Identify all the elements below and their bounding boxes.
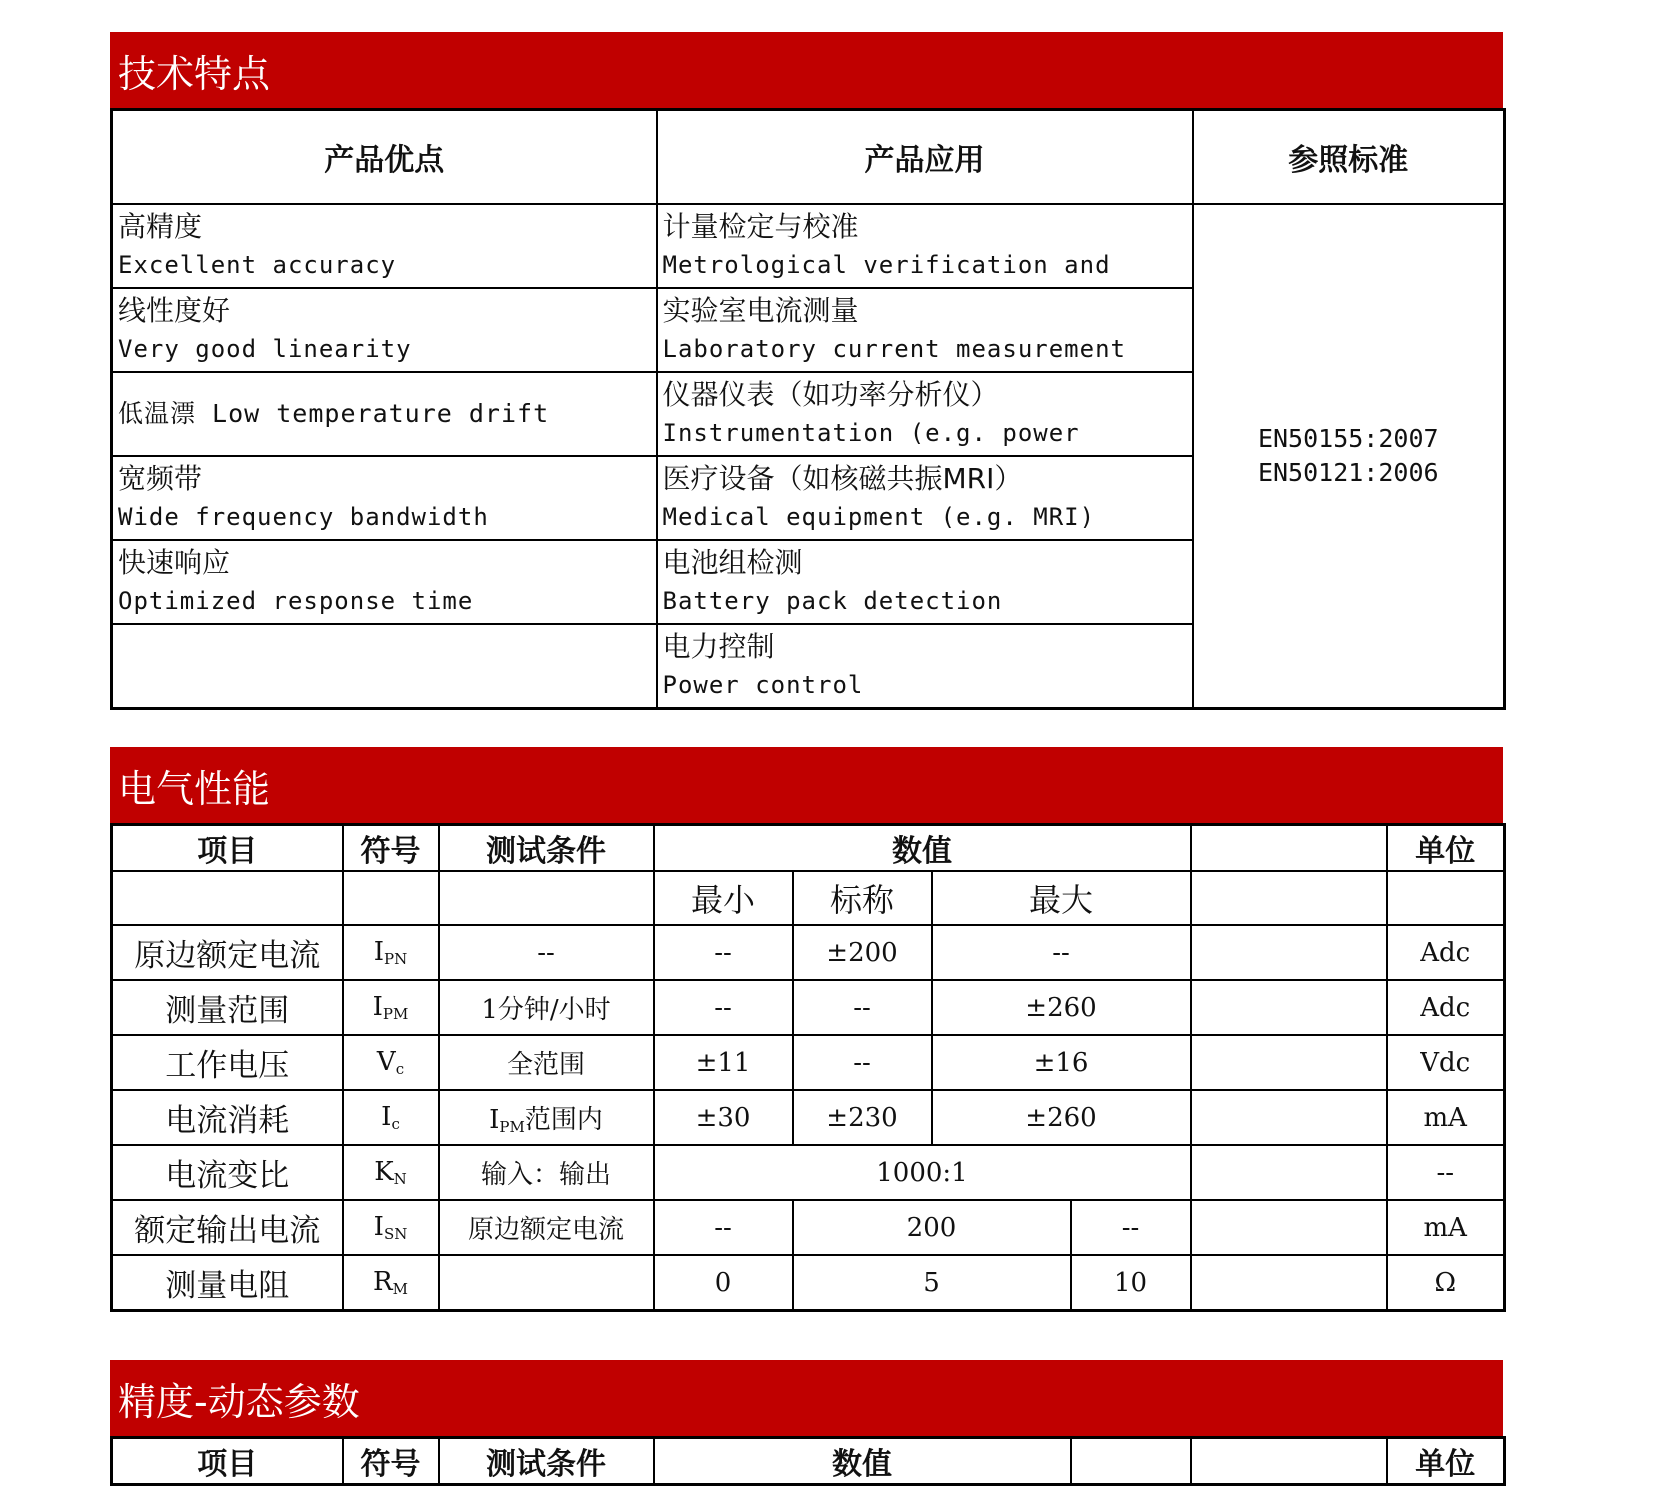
cond-rest: 范围内 [524, 1105, 603, 1135]
symbol-main: I [372, 992, 383, 1022]
application-en: Laboratory current measurement [662, 335, 1126, 363]
advantage-en: Wide frequency bandwidth [118, 503, 489, 531]
header-empty [1191, 1438, 1387, 1485]
table-row [112, 204, 1505, 288]
row-condition: 原边额定电流 [439, 1200, 654, 1255]
header-standards: 参照标准 [1193, 110, 1505, 205]
table-header-row [112, 110, 1505, 205]
empty-cell [1387, 871, 1505, 925]
row-min: ±11 [654, 1035, 793, 1090]
empty-cell [439, 871, 654, 925]
application-cell [657, 540, 1193, 624]
advantage-cn: 快速响应 [118, 546, 231, 579]
advantage-cell [112, 288, 657, 372]
table-header-row [112, 825, 1505, 872]
row-unit: Ω [1387, 1255, 1505, 1311]
row-symbol [343, 980, 439, 1035]
section-title: 电气性能 [118, 766, 271, 811]
row-typ: 200 [793, 1200, 1071, 1255]
row-condition: 1分钟/小时 [439, 980, 654, 1035]
row-item: 原边额定电流 [112, 925, 343, 980]
table-row [112, 1255, 1505, 1311]
advantage-inline: 低温漂 Low temperature drift [118, 399, 550, 428]
empty-cell [1191, 1145, 1387, 1200]
subheader-typ: 标称 [793, 871, 932, 925]
row-typ: -- [793, 1035, 932, 1090]
header-item: 项目 [112, 825, 343, 872]
row-max: ±16 [932, 1035, 1191, 1090]
row-symbol [343, 1255, 439, 1311]
symbol-main: K [374, 1157, 394, 1187]
empty-cell [1191, 1035, 1387, 1090]
row-condition: 全范围 [439, 1035, 654, 1090]
advantage-en: Excellent accuracy [118, 251, 397, 279]
header-value: 数值 [654, 825, 1191, 872]
row-min: -- [654, 1200, 793, 1255]
application-cell [657, 624, 1193, 708]
cond-sub: PM [499, 1118, 525, 1136]
section-title: 精度-动态参数 [118, 1379, 360, 1424]
application-cn: 电池组检测 [662, 546, 803, 579]
application-cn: 仪器仪表（如功率分析仪） [662, 378, 999, 411]
symbol-sub: PM [382, 1005, 409, 1023]
row-max: ±260 [932, 980, 1191, 1035]
symbol-main: I [373, 1212, 384, 1242]
standards-cell [1193, 204, 1505, 708]
subheader-min: 最小 [654, 871, 793, 925]
row-item: 额定输出电流 [112, 1200, 343, 1255]
table-row [112, 1200, 1505, 1255]
section-header-accuracy [110, 1360, 1503, 1436]
row-unit: Adc [1387, 925, 1505, 980]
header-empty [1191, 825, 1387, 872]
row-condition [439, 1255, 654, 1311]
row-typ: ±200 [793, 925, 932, 980]
symbol-sub: c [395, 1060, 405, 1078]
header-applications: 产品应用 [657, 110, 1193, 205]
application-cn: 电力控制 [662, 629, 775, 663]
header-symbol: 符号 [343, 1438, 439, 1485]
advantage-cell [112, 456, 657, 540]
header-condition: 测试条件 [439, 825, 654, 872]
row-max: -- [1071, 1200, 1191, 1255]
advantage-cell [112, 204, 657, 288]
table-row [112, 1090, 1505, 1145]
row-symbol [343, 1035, 439, 1090]
advantage-cn: 线性度好 [118, 294, 231, 327]
table-row [112, 1035, 1505, 1090]
advantage-cn: 高精度 [118, 210, 203, 243]
row-item: 测量范围 [112, 980, 343, 1035]
standard-item: EN50121:2006 [1257, 457, 1439, 487]
table-header-row [112, 1438, 1505, 1485]
header-symbol: 符号 [343, 825, 439, 872]
row-item: 工作电压 [112, 1035, 343, 1090]
header-value: 数值 [654, 1438, 1071, 1485]
row-unit: -- [1387, 1145, 1505, 1200]
row-condition: -- [439, 925, 654, 980]
symbol-sub: SN [383, 1225, 408, 1243]
application-cn: 医疗设备（如核磁共振MRI） [662, 462, 1023, 495]
row-min: 0 [654, 1255, 793, 1311]
empty-cell [1191, 1255, 1387, 1311]
row-value: 1000:1 [654, 1145, 1191, 1200]
electrical-table [110, 823, 1506, 1312]
row-min: ±30 [654, 1090, 793, 1145]
table-row [112, 980, 1505, 1035]
advantage-en: Very good linearity [118, 335, 412, 363]
row-min: -- [654, 925, 793, 980]
section-header-features [110, 32, 1503, 108]
standard-item: EN50155:2007 [1257, 423, 1439, 453]
symbol-main: V [376, 1047, 396, 1077]
advantage-cell [112, 540, 657, 624]
symbol-main: R [373, 1267, 393, 1297]
empty-cell [1191, 1200, 1387, 1255]
application-en: Metrological verification and [662, 251, 1111, 279]
row-condition: 输入：输出 [439, 1145, 654, 1200]
row-symbol [343, 1200, 439, 1255]
application-en: Medical equipment (e.g. MRI) [662, 503, 1096, 531]
application-cell [657, 372, 1193, 456]
row-unit: mA [1387, 1200, 1505, 1255]
advantage-cell [112, 624, 657, 708]
symbol-sub: c [391, 1115, 400, 1133]
row-typ: -- [793, 980, 932, 1035]
row-item: 电流消耗 [112, 1090, 343, 1145]
symbol-sub: PN [384, 950, 408, 968]
application-en: Instrumentation (e.g. power [662, 419, 1080, 447]
application-cell [657, 456, 1193, 540]
row-min: -- [654, 980, 793, 1035]
application-cn: 实验室电流测量 [662, 294, 859, 327]
table-row [112, 1145, 1505, 1200]
application-en: Power control [662, 670, 864, 699]
cond-symbol: I [489, 1105, 500, 1135]
table-row [112, 925, 1505, 980]
row-condition [439, 1090, 654, 1145]
accuracy-table [110, 1436, 1506, 1486]
empty-cell [1191, 925, 1387, 980]
row-max: 10 [1071, 1255, 1191, 1311]
header-advantages: 产品优点 [112, 110, 657, 205]
subheader-max: 最大 [932, 871, 1191, 925]
row-unit: mA [1387, 1090, 1505, 1145]
header-unit: 单位 [1387, 825, 1505, 872]
symbol-sub: N [393, 1170, 407, 1188]
header-unit: 单位 [1387, 1438, 1505, 1485]
row-typ: 5 [793, 1255, 1071, 1311]
row-max: -- [932, 925, 1191, 980]
row-unit: Adc [1387, 980, 1505, 1035]
symbol-main: I [381, 1102, 392, 1132]
row-typ: ±230 [793, 1090, 932, 1145]
application-cell [657, 288, 1193, 372]
empty-cell [1191, 871, 1387, 925]
empty-cell [343, 871, 439, 925]
symbol-sub: M [392, 1280, 408, 1298]
advantage-en: Optimized response time [118, 587, 474, 615]
symbol-main: I [373, 937, 385, 967]
row-item: 测量电阻 [112, 1255, 343, 1311]
advantage-cn: 宽频带 [118, 462, 203, 495]
row-symbol [343, 925, 439, 980]
row-symbol [343, 1090, 439, 1145]
empty-cell [1191, 980, 1387, 1035]
section-header-electrical [110, 747, 1503, 823]
application-cell [657, 204, 1193, 288]
row-item: 电流变比 [112, 1145, 343, 1200]
header-condition: 测试条件 [439, 1438, 654, 1485]
header-item: 项目 [112, 1438, 343, 1485]
subheader-row [112, 871, 1505, 925]
features-table [110, 108, 1506, 710]
advantage-cell [112, 372, 657, 456]
row-max: ±260 [932, 1090, 1191, 1145]
section-title: 技术特点 [118, 51, 271, 96]
empty-cell [112, 871, 343, 925]
application-en: Battery pack detection [662, 587, 1003, 615]
header-empty [1071, 1438, 1191, 1485]
row-unit: Vdc [1387, 1035, 1505, 1090]
application-cn: 计量检定与校准 [662, 210, 859, 243]
empty-cell [1191, 1090, 1387, 1145]
row-symbol [343, 1145, 439, 1200]
